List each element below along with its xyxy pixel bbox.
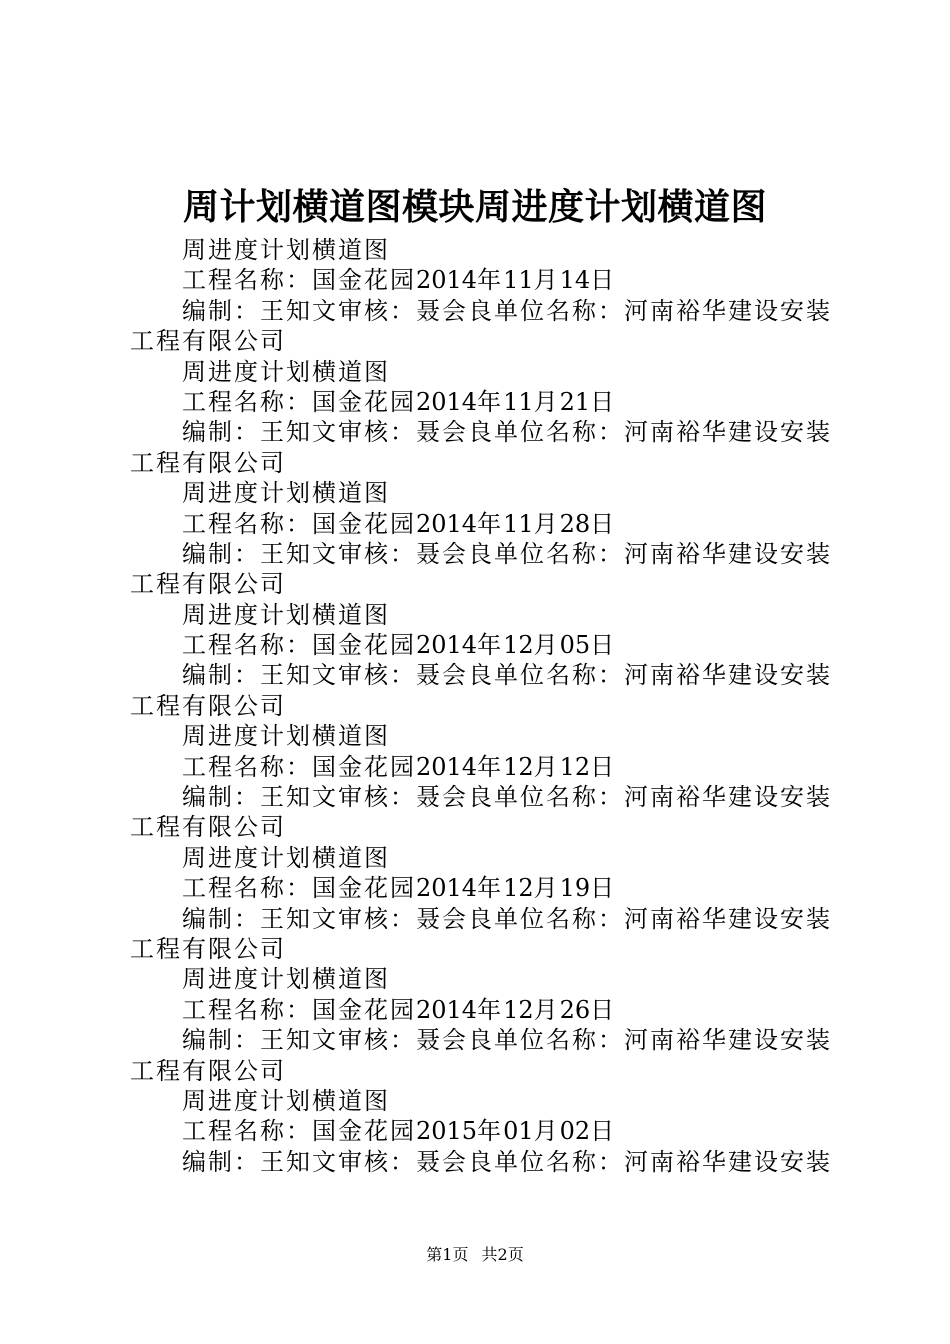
month-value: 12 xyxy=(503,995,534,1024)
day-label: 日 xyxy=(590,266,617,295)
entry-editor-continuation: 工程有限公司 xyxy=(130,327,286,356)
schedule-entry xyxy=(130,843,836,965)
year-label: 年 xyxy=(477,509,504,538)
entry-heading: 周进度计划横道图 xyxy=(182,357,390,386)
day-label: 日 xyxy=(590,874,617,903)
entry-heading: 周进度计划横道图 xyxy=(182,600,390,629)
month-value: 11 xyxy=(503,266,534,295)
year-label: 年 xyxy=(477,752,504,781)
entry-heading: 周进度计划横道图 xyxy=(182,236,390,264)
year-value: 2014 xyxy=(416,266,478,295)
entry-project-line xyxy=(130,752,836,782)
year-label: 年 xyxy=(477,995,504,1024)
day-label: 日 xyxy=(590,752,617,781)
entry-heading: 周进度计划横道图 xyxy=(182,1086,390,1115)
month-label: 月 xyxy=(533,874,560,903)
month-label: 月 xyxy=(533,631,560,660)
entry-editor-continuation: 工程有限公司 xyxy=(130,570,286,599)
entry-project-line xyxy=(130,509,836,539)
project-label: 工程名称：国金花园 xyxy=(182,387,416,416)
project-label: 工程名称：国金花园 xyxy=(182,509,416,538)
month-value: 12 xyxy=(503,631,534,660)
day-value: 19 xyxy=(559,874,591,903)
schedule-entry xyxy=(130,600,836,722)
year-label: 年 xyxy=(477,874,504,903)
entry-editor-line: 编制：王知文审核：聂会良单位名称：河南裕华建设安装 xyxy=(182,539,832,568)
month-value: 11 xyxy=(503,387,534,416)
month-label: 月 xyxy=(533,387,560,416)
page-title: 周计划横道图模块周进度计划横道图 xyxy=(182,186,767,228)
entry-project-line xyxy=(130,1116,836,1146)
year-value: 2014 xyxy=(416,509,478,538)
year-value: 2015 xyxy=(416,1117,478,1146)
entry-heading: 周进度计划横道图 xyxy=(182,479,390,508)
month-label: 月 xyxy=(533,266,560,295)
project-label: 工程名称：国金花园 xyxy=(182,1117,416,1146)
project-label: 工程名称：国金花园 xyxy=(182,631,416,660)
year-label: 年 xyxy=(477,266,504,295)
year-value: 2014 xyxy=(416,387,478,416)
entry-editor-continuation: 工程有限公司 xyxy=(130,934,286,963)
schedule-entry xyxy=(130,357,836,479)
entry-editor-continuation: 工程有限公司 xyxy=(130,813,286,842)
day-value: 12 xyxy=(559,752,591,781)
entry-editor-line: 编制：王知文审核：聂会良单位名称：河南裕华建设安装 xyxy=(182,1147,832,1176)
entry-editor-continuation: 工程有限公司 xyxy=(130,448,286,477)
entry-editor-line: 编制：王知文审核：聂会良单位名称：河南裕华建设安装 xyxy=(182,296,832,325)
entry-heading: 周进度计划横道图 xyxy=(182,843,390,872)
month-value: 12 xyxy=(503,752,534,781)
page-total: 共2页 xyxy=(481,1245,524,1264)
day-label: 日 xyxy=(590,631,617,660)
project-label: 工程名称：国金花园 xyxy=(182,874,416,903)
year-value: 2014 xyxy=(416,752,478,781)
entry-project-line xyxy=(130,387,836,417)
project-label: 工程名称：国金花园 xyxy=(182,752,416,781)
entry-editor-line: 编制：王知文审核：聂会良单位名称：河南裕华建设安装 xyxy=(182,1026,832,1055)
entry-editor-line: 编制：王知文审核：聂会良单位名称：河南裕华建设安装 xyxy=(182,418,832,447)
project-label: 工程名称：国金花园 xyxy=(182,266,416,295)
entry-editor-continuation: 工程有限公司 xyxy=(130,691,286,720)
month-label: 月 xyxy=(533,752,560,781)
schedule-entry xyxy=(130,721,836,843)
year-value: 2014 xyxy=(416,874,478,903)
year-label: 年 xyxy=(477,1117,504,1146)
year-value: 2014 xyxy=(416,631,478,660)
project-label: 工程名称：国金花园 xyxy=(182,995,416,1024)
day-value: 26 xyxy=(559,995,591,1024)
year-label: 年 xyxy=(477,631,504,660)
schedule-entry xyxy=(130,964,836,1086)
month-label: 月 xyxy=(533,995,560,1024)
page-footer xyxy=(0,1243,950,1267)
schedule-entry xyxy=(130,1086,836,1177)
day-value: 02 xyxy=(559,1117,591,1146)
entry-project-line xyxy=(130,873,836,903)
entry-project-line xyxy=(130,995,836,1025)
month-value: 01 xyxy=(503,1117,534,1146)
year-label: 年 xyxy=(477,387,504,416)
entry-editor-continuation: 工程有限公司 xyxy=(130,1056,286,1085)
schedule-entries xyxy=(130,235,836,1177)
entry-editor-line: 编制：王知文审核：聂会良单位名称：河南裕华建设安装 xyxy=(182,904,832,933)
day-label: 日 xyxy=(590,995,617,1024)
entry-heading: 周进度计划横道图 xyxy=(182,965,390,994)
day-value: 21 xyxy=(559,387,591,416)
day-value: 05 xyxy=(559,631,591,660)
day-label: 日 xyxy=(590,509,617,538)
entry-editor-line: 编制：王知文审核：聂会良单位名称：河南裕华建设安装 xyxy=(182,661,832,690)
day-label: 日 xyxy=(590,1117,617,1146)
page-number: 第1页 xyxy=(426,1245,469,1264)
month-label: 月 xyxy=(533,509,560,538)
schedule-entry xyxy=(130,478,836,600)
entry-project-line xyxy=(130,630,836,660)
month-label: 月 xyxy=(533,1117,560,1146)
day-value: 14 xyxy=(559,266,591,295)
day-value: 28 xyxy=(559,509,591,538)
day-label: 日 xyxy=(590,387,617,416)
entry-heading: 周进度计划横道图 xyxy=(182,722,390,751)
year-value: 2014 xyxy=(416,995,478,1024)
month-value: 11 xyxy=(503,509,534,538)
schedule-entry xyxy=(130,235,836,357)
entry-project-line xyxy=(130,265,836,295)
entry-editor-line: 编制：王知文审核：聂会良单位名称：河南裕华建设安装 xyxy=(182,783,832,812)
month-value: 12 xyxy=(503,874,534,903)
